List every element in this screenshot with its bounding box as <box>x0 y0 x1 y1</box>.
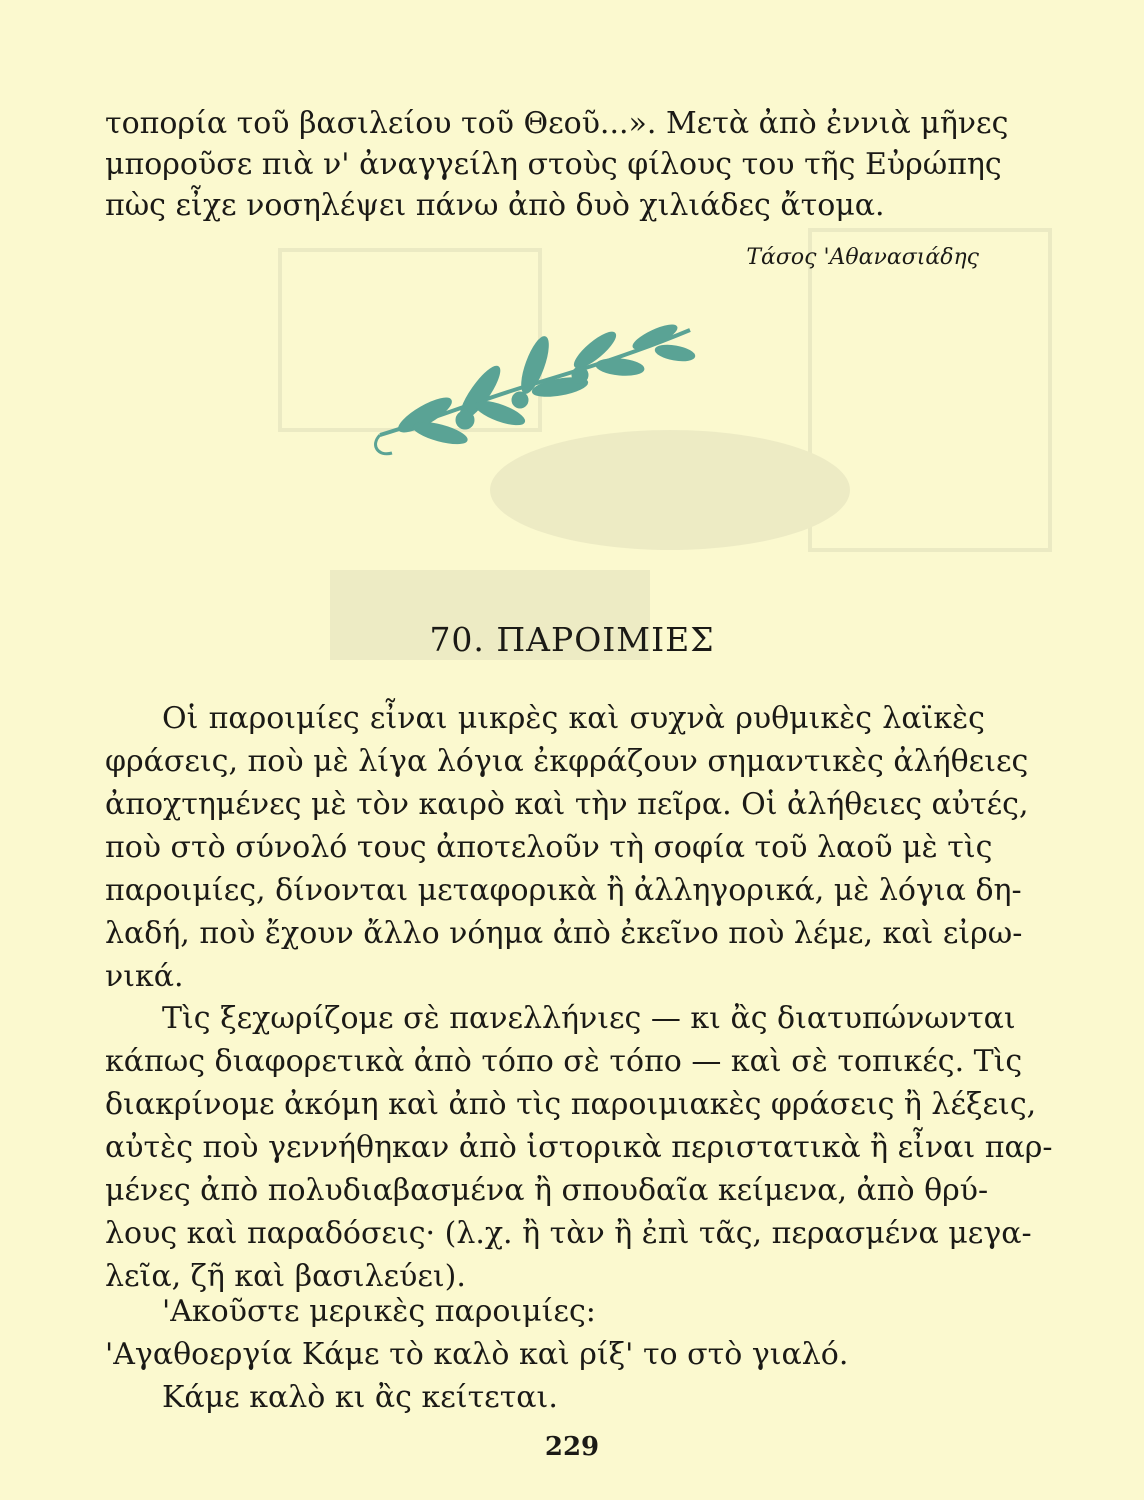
proverbs-intro <box>105 1290 985 1333</box>
proverb-line: 'Αγαθοεργία Κάμε τὸ καλὸ καὶ ρίξ' το στὸ γιαλό. <box>105 1337 849 1372</box>
paragraph-classification <box>105 997 1053 1298</box>
page-number: 229 <box>544 1432 600 1462</box>
paragraph-line: Οἱ παροιμίες εἶναι μικρὲς καὶ συχνὰ ρυθμικὲς λαϊκὲς <box>162 701 985 736</box>
bleed-through-illustration <box>250 190 1110 750</box>
paragraph-line: ἀποχτημένες μὲ τὸν καιρὸ καὶ τὴν πεῖρα. Οἱ ἀλήθειες αὐτές, <box>105 787 1029 822</box>
paragraph-line: ποὺ στὸ σύνολό τους ἀποτελοῦν τὴ σοφία τοῦ λαοῦ μὲ τὶς <box>105 830 993 865</box>
paragraph-line: λεῖα, ζῆ καὶ βασιλεύει). <box>105 1259 466 1294</box>
paragraph-line: κάπως διαφορετικὰ ἀπὸ τόπο σὲ τόπο — καὶ σὲ τοπικές. Τὶς <box>105 1044 1023 1079</box>
paragraph-line: Τὶς ξεχωρίζομε σὲ πανελλήνιες — κι ἂς διατυπώνωνται <box>162 1001 1016 1036</box>
intro-line: μποροῦσε πιὰ ν' ἀναγγείλη στοὺς φίλους του τῆς Εὐρώπης <box>105 147 1002 182</box>
paragraph-line: λους καὶ παραδόσεις· (λ.χ. ἢ τὰν ἢ ἐπὶ τᾶς, περασμένα μεγα- <box>105 1216 1032 1251</box>
proverb-entry <box>105 1333 985 1419</box>
olive-branch-icon <box>370 315 710 460</box>
paragraph-line: διακρίνομε ἀκόμη καὶ ἀπὸ τὶς παροιμιακὲς φράσεις ἢ λέξεις, <box>105 1087 1037 1122</box>
author-signature: Τάσος 'Αθανασιάδης <box>746 245 979 270</box>
section-heading: 70. ΠΑΡΟΙΜΙΕΣ <box>429 620 715 659</box>
intro-paragraph <box>105 103 1009 226</box>
proverb-line: Κάμε καλὸ κι ἂς κείτεται. <box>162 1380 558 1415</box>
intro-line: πὼς εἶχε νοσηλέψει πάνω ἀπὸ δυὸ χιλιάδες ἄτομα. <box>105 188 885 223</box>
paragraph-definition <box>105 697 1029 998</box>
paragraph-line: νικά. <box>105 959 184 994</box>
paragraph-line: παροιμίες, δίνονται μεταφορικὰ ἢ ἀλληγορικά, μὲ λόγια δη- <box>105 873 1022 908</box>
paragraph-line: λαδή, ποὺ ἔχουν ἄλλο νόημα ἀπὸ ἐκεῖνο ποὺ λέμε, καὶ εἰρω- <box>105 916 1023 951</box>
paragraph-line: φράσεις, ποὺ μὲ λίγα λόγια ἐκφράζουν σημαντικὲς ἀλήθειες <box>105 744 1029 779</box>
intro-line: τοπορία τοῦ βασιλείου τοῦ Θεοῦ...». Μετὰ ἀπὸ ἐννιὰ μῆνες <box>105 106 1009 141</box>
paragraph-line: αὐτὲς ποὺ γεννήθηκαν ἀπὸ ἱστορικὰ περιστατικὰ ἢ εἶναι παρ- <box>105 1130 1053 1165</box>
listen-line: 'Ακοῦστε μερικὲς παροιμίες: <box>162 1294 596 1329</box>
paragraph-line: μένες ἀπὸ πολυδιαβασμένα ἢ σπουδαῖα κείμενα, ἀπὸ θρύ- <box>105 1173 989 1208</box>
